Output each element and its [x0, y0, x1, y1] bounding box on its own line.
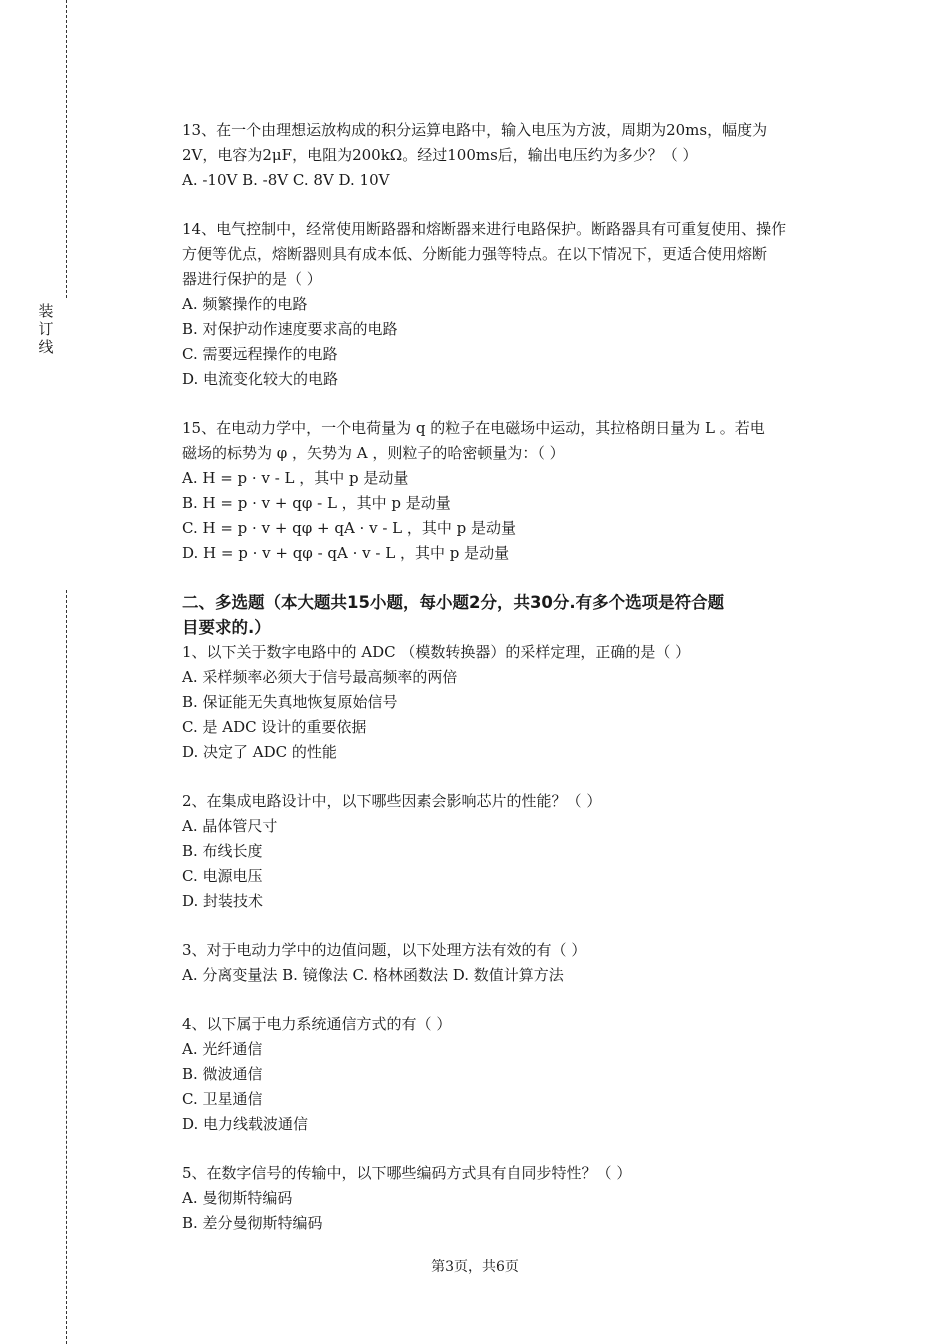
question-stem: 2、在集成电路设计中，以下哪些因素会影响芯片的性能？（ ）: [182, 792, 602, 810]
option-d: D. 决定了 ADC 的性能: [182, 743, 337, 761]
question-stem: 3、对于电动力学中的边值问题，以下处理方法有效的有（ ）: [182, 941, 587, 959]
binding-line-bottom: [66, 590, 67, 1344]
question-options: A. -10V B. -8V C. 8V D. 10V: [182, 171, 390, 189]
option-b: B. 布线长度: [182, 842, 263, 860]
question-stem: 磁场的标势为 φ ，矢势为 A ，则粒子的哈密顿量为：（ ）: [182, 444, 565, 462]
option-c: C. 电源电压: [182, 867, 263, 885]
question-15: [182, 416, 842, 566]
question-stem: 5、在数字信号的传输中，以下哪些编码方式具有自同步特性？（ ）: [182, 1164, 632, 1182]
multi-question-5: [182, 1161, 842, 1236]
question-14: [182, 217, 842, 392]
question-stem: 14、电气控制中，经常使用断路器和熔断器来进行电路保护。断路器具有可重复使用、操作: [182, 220, 787, 238]
multi-question-2: [182, 789, 842, 914]
question-options: A. 分离变量法 B. 镜像法 C. 格林函数法 D. 数值计算方法: [182, 966, 564, 984]
section-2: [182, 590, 842, 640]
option-a: A. 频繁操作的电路: [182, 295, 308, 313]
option-a: A. 光纤通信: [182, 1040, 263, 1058]
question-stem: 1、以下关于数字电路中的 ADC （模数转换器）的采样定理，正确的是（ ）: [182, 643, 691, 661]
option-a: A. 晶体管尺寸: [182, 817, 278, 835]
option-d: D. 电力线载波通信: [182, 1115, 309, 1133]
option-c: C. 卫星通信: [182, 1090, 263, 1108]
binding-char: 装: [38, 302, 54, 320]
question-stem: 2V，电容为2μF，电阻为200kΩ。经过100ms后，输出电压约为多少？（ ）: [182, 146, 698, 164]
binding-char: 线: [38, 338, 54, 356]
page-number: 第3页，共6页: [431, 1259, 519, 1275]
option-a: A. 曼彻斯特编码: [182, 1189, 293, 1207]
section-title: 二、多选题（本大题共15小题，每小题2分，共30分.有多个选项是符合题: [182, 593, 725, 612]
question-stem: 器进行保护的是（ ）: [182, 270, 322, 288]
binding-line-label: [36, 302, 56, 356]
option-d: D. 电流变化较大的电路: [182, 370, 339, 388]
question-stem: 4、以下属于电力系统通信方式的有（ ）: [182, 1015, 452, 1033]
option-b: B. 微波通信: [182, 1065, 263, 1083]
option-c: C. H = p · v + qφ + qA · v - L ，其中 p 是动量: [182, 519, 517, 537]
question-stem: 15、在电动力学中，一个电荷量为 q 的粒子在电磁场中运动，其拉格朗日量为 L 。若电: [182, 419, 765, 437]
question-stem: 方便等优点，熔断器则具有成本低、分断能力强等特点。在以下情况下，更适合使用熔断: [182, 245, 768, 263]
question-13: [182, 118, 842, 193]
option-b: B. 保证能无失真地恢复原始信号: [182, 693, 398, 711]
option-c: C. 是 ADC 设计的重要依据: [182, 718, 367, 736]
option-a: A. 采样频率必须大于信号最高频率的两倍: [182, 668, 458, 686]
page-content: [182, 118, 842, 1260]
section-title: 目要求的.）: [182, 618, 271, 637]
option-b: B. 差分曼彻斯特编码: [182, 1214, 323, 1232]
option-c: C. 需要远程操作的电路: [182, 345, 338, 363]
option-a: A. H = p · v - L ，其中 p 是动量: [182, 469, 409, 487]
binding-line-top: [66, 0, 67, 298]
binding-char: 订: [38, 320, 54, 338]
multi-question-1: [182, 640, 842, 765]
multi-question-3: [182, 938, 842, 988]
option-b: B. 对保护动作速度要求高的电路: [182, 320, 398, 338]
multi-question-4: [182, 1012, 842, 1137]
option-d: D. H = p · v + qφ - qA · v - L ，其中 p 是动量: [182, 544, 510, 562]
option-b: B. H = p · v + qφ - L ，其中 p 是动量: [182, 494, 451, 512]
question-stem: 13、在一个由理想运放构成的积分运算电路中，输入电压为方波，周期为20ms，幅度为: [182, 121, 768, 139]
option-d: D. 封装技术: [182, 892, 264, 910]
